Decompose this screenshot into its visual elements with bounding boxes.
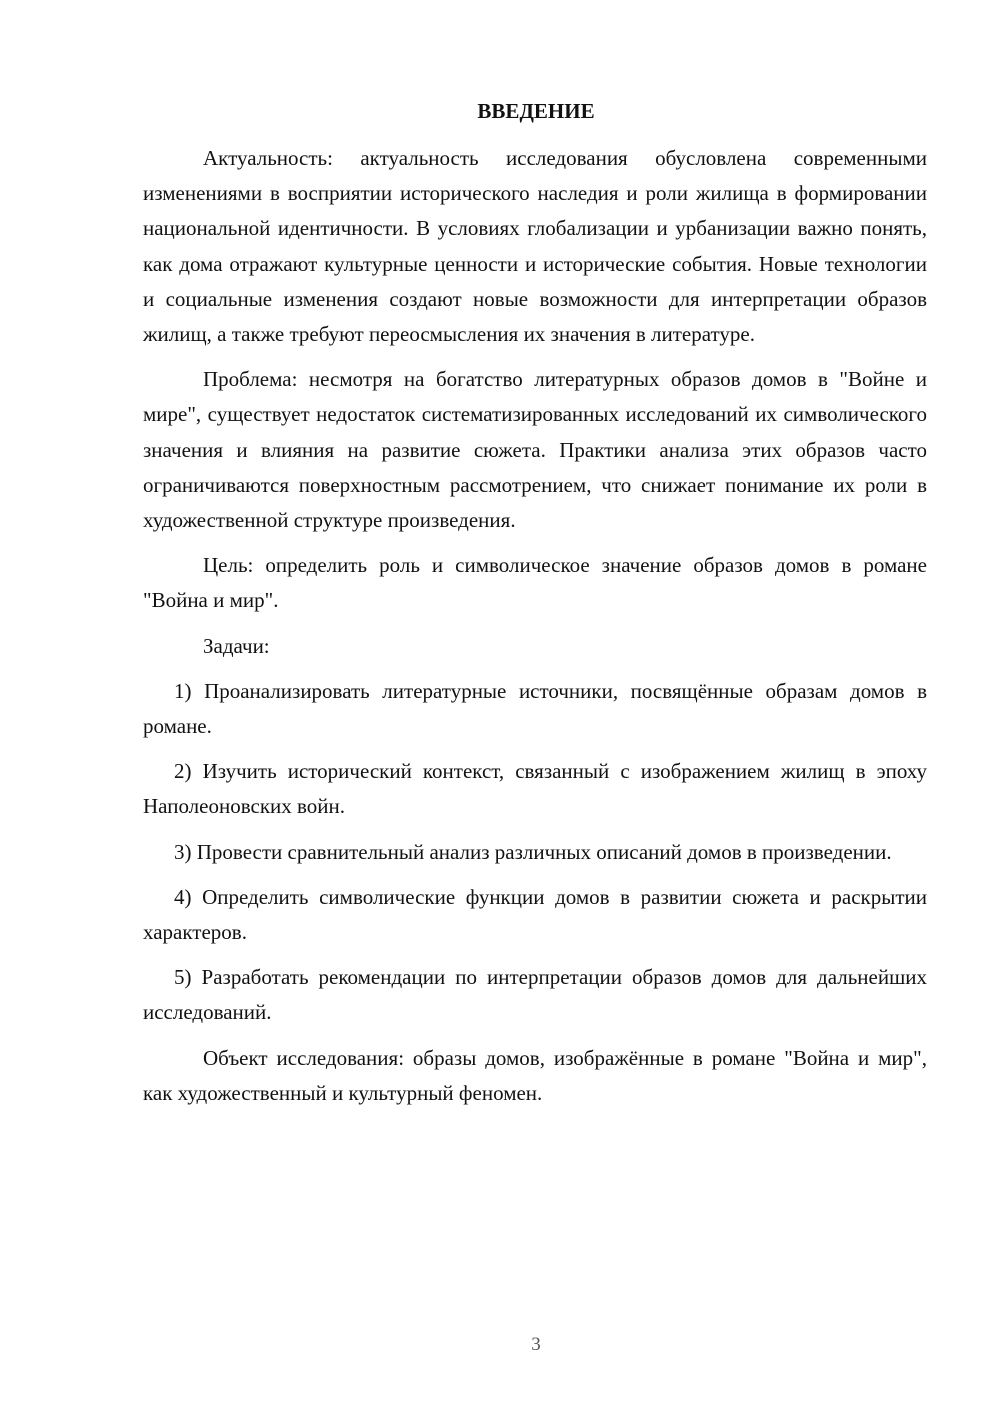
page-number: 3 [531, 1334, 541, 1355]
paragraph-tasks-heading: Задачи: [203, 633, 270, 658]
document-body [143, 141, 927, 1111]
paragraph-problem: Проблема: несмотря на богатство литературных образов домов в "Войне и мире", существует недостаток систематизированных исследований их символического значения и влияния на развитие сюжета. Практики анализа этих образов часто ограничиваются поверхностным рассмотрением, что снижает понимание их роли в художественной структуре произведения. [143, 367, 927, 533]
paragraph-object: Объект исследования: образы домов, изображённые в романе "Война и мир", как художественный и культурный феномен. [143, 1045, 927, 1105]
task-item-5: 5) Разработать рекомендации по интерпретации образов домов для дальнейших исследований. [143, 965, 927, 1025]
paragraph-goal: Цель: определить роль и символическое значение образов домов в романе "Война и мир". [143, 553, 927, 613]
section-title: ВВЕДЕНИЕ [477, 99, 595, 123]
task-item-2: 2) Изучить исторический контекст, связанный с изображением жилищ в эпоху Наполеоновских войн. [143, 759, 927, 819]
paragraph-relevance: Актуальность: актуальность исследования обусловлена современными изменениями в восприятии исторического наследия и роли жилища в формировании национальной идентичности. В условиях глобализации и урбанизации важно понять, как дома отражают культурные ценности и исторические события. Новые технологии и социальные изменения создают новые возможности для интерпретации образов жилищ, а также требуют переосмысления их значения в литературе. [143, 146, 927, 347]
task-item-4: 4) Определить символические функции домов в развитии сюжета и раскрытии характеров. [143, 884, 927, 945]
task-item-1: 1) Проанализировать литературные источники, посвящённые образам домов в романе. [143, 678, 927, 739]
task-item-3: 3) Провести сравнительный анализ различных описаний домов в произведении. [174, 839, 892, 864]
